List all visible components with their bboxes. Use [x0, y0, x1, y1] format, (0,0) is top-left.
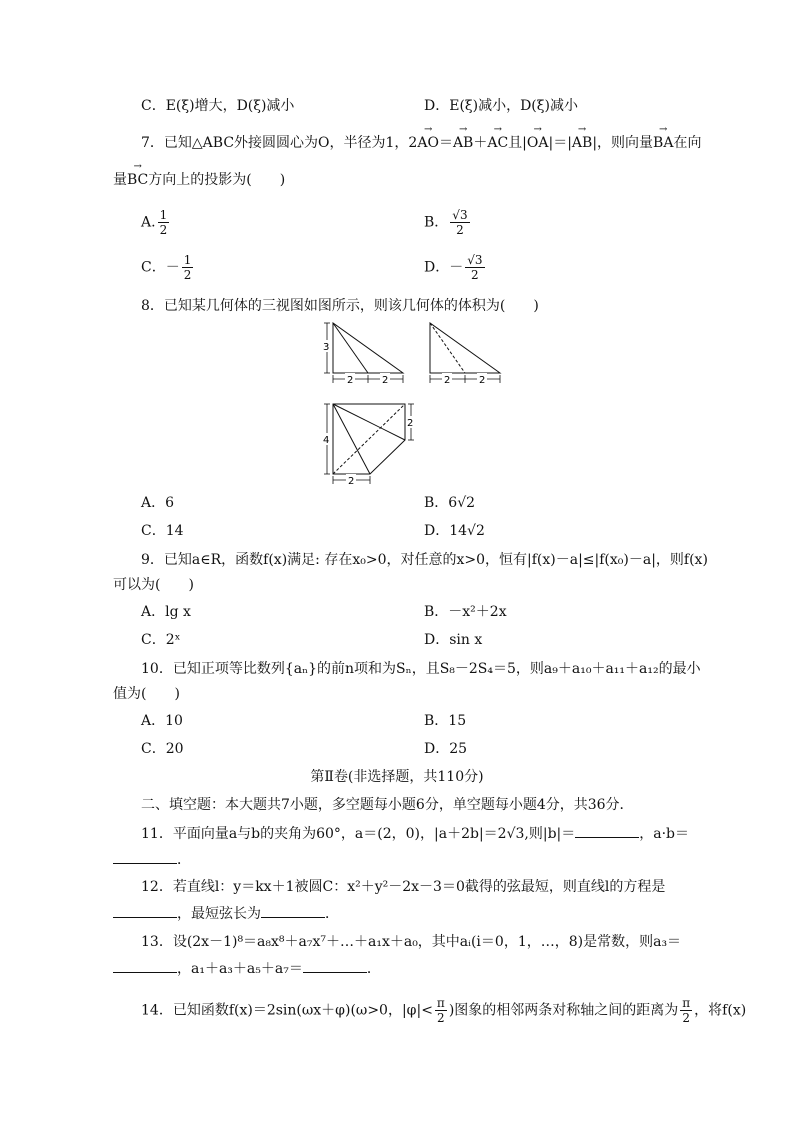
section-2-intro: 二、填空题：本大题共7小题，多空题每小题6分，单空题每小题4分，共36分． — [141, 797, 634, 813]
fraction-numerator: π — [436, 996, 445, 1010]
side-view-width2-label: 2 — [479, 375, 486, 386]
top-view-height-label: 4 — [323, 435, 330, 446]
q7-option-a — [141, 208, 171, 237]
section-2-title: 第Ⅱ卷(非选择题，共110分) — [310, 769, 484, 785]
fraction-denominator: 2 — [159, 223, 168, 237]
top-view-edge-2 — [333, 404, 405, 440]
q10-stem-line2: 值为( ) — [113, 686, 180, 702]
top-view-hidden-edge — [333, 404, 405, 474]
q12-blank-1 — [113, 903, 177, 918]
front-view-outline — [333, 323, 403, 373]
q11-stem-line1 — [141, 823, 689, 844]
top-view-width-label: 2 — [348, 476, 355, 487]
q9-option-d: D．sin x — [424, 632, 483, 648]
q7-plus: ＋ — [473, 135, 488, 151]
fraction-denominator: 2 — [183, 268, 192, 282]
fraction-numerator: π — [682, 996, 691, 1010]
q7-option-b — [424, 208, 472, 237]
fraction-numerator: 1 — [159, 208, 168, 222]
q7-stem-line1 — [141, 133, 701, 153]
q7-option-b-fraction — [450, 208, 469, 237]
q7-option-a-label: A. — [141, 214, 156, 231]
q10-stem-line1: 10．已知正项等比数列{aₙ}的前n项和为Sₙ，且S₈－2S₄＝5，则a₉＋a₁₀＋a₁₁＋a₁₂的最小 — [141, 661, 701, 677]
top-view-right-label: 2 — [407, 418, 414, 429]
q13-blank-2 — [303, 958, 367, 973]
q7-vector-ba: → BA — [653, 133, 673, 153]
q14-text-2: )图象的相邻两条对称轴之间的距离为 — [448, 1002, 679, 1019]
q11-stem-line2 — [113, 849, 191, 870]
q12-blank-2 — [261, 903, 325, 918]
fraction-denominator: 2 — [437, 1011, 445, 1025]
q7-text-7: 方向上的投影为( ) — [148, 172, 286, 188]
q7-vector-bc: → BC — [127, 170, 148, 190]
q7-option-d-fraction — [465, 253, 484, 282]
q8-side-view — [422, 318, 512, 388]
q11-text-1: 11．平面向量a与b的夹角为60°，a＝(2，0)，|a＋2b|＝2√3,则|b|＝ — [141, 826, 576, 842]
q13-text-3: ． — [366, 961, 381, 977]
q12-text-2: ，最短弦长为 — [177, 906, 261, 922]
q11-text-3: ． — [177, 852, 191, 868]
q10-option-c: C．20 — [141, 741, 184, 757]
q9-option-a: A．lg x — [141, 604, 191, 620]
q8-option-d: D．14√2 — [424, 523, 485, 539]
q7-text-2: 且| — [508, 135, 527, 151]
fraction-numerator: 1 — [183, 253, 192, 267]
q11-blank-2 — [113, 849, 177, 864]
q7-option-b-label: B． — [424, 214, 449, 231]
q7-vector-oa: → OA — [527, 133, 549, 153]
q13-stem-line1: 13．设(2x－1)⁸＝a₈x⁸＋a₇x⁷＋…＋a₁x＋a₀，其中aᵢ(i＝0，1，…，8)是常数，则a₃＝ — [141, 934, 682, 950]
q7-vector-ab-2: → AB — [572, 133, 592, 153]
fraction-numerator: √3 — [452, 208, 468, 222]
q14-fraction-2 — [680, 996, 692, 1025]
front-view-width1-label: 2 — [347, 375, 354, 386]
fraction-denominator: 2 — [471, 268, 479, 282]
fraction-numerator: √3 — [467, 253, 483, 267]
q9-stem-line1: 9．已知a∈R，函数f(x)满足: 存在x₀>0，对任意的x>0，恒有|f(x)－a|≤|f(x₀)－a|，则f(x) — [141, 552, 708, 568]
q9-option-c: C．2ˣ — [141, 632, 181, 648]
q14-text-1: 14．已知函数f(x)＝2sin(ωx＋φ)(ω>0，|φ|< — [141, 1002, 433, 1019]
q7-text-4: |，则向量 — [592, 135, 654, 151]
q7-vector-ac: → AC — [487, 133, 508, 153]
q14-text-3: ，将f(x) — [694, 1002, 747, 1019]
side-view-hidden-edge — [430, 323, 465, 373]
q8-option-a: A．6 — [141, 495, 175, 511]
q10-option-b: B．15 — [424, 713, 467, 729]
side-view-width1-label: 2 — [444, 375, 451, 386]
q7-vector-ab: → AB — [453, 133, 473, 153]
q7-option-a-fraction — [158, 208, 170, 237]
q7-equals: ＝ — [438, 135, 453, 151]
q7-stem-line2 — [113, 170, 285, 190]
q13-stem-line2 — [113, 958, 381, 979]
q7-option-d — [424, 253, 487, 282]
front-view-inner-edge — [333, 323, 368, 373]
fraction-denominator: 2 — [682, 1011, 691, 1025]
q7-option-c-fraction — [182, 253, 194, 282]
q10-option-d: D．25 — [424, 741, 468, 757]
q7-text-1: 7．已知△ABC外接圆圆心为O，半径为1，2 — [141, 135, 418, 151]
q12-stem-line2 — [113, 903, 339, 924]
top-view-edge-1 — [333, 404, 370, 474]
q7-text-6: 量 — [113, 172, 127, 188]
q8-option-c: C．14 — [141, 523, 184, 539]
q9-option-b: B．－x²＋2x — [424, 604, 507, 620]
q14-stem-line1 — [141, 996, 746, 1025]
q7-text-5: 在向 — [673, 135, 702, 151]
q8-front-view — [320, 318, 410, 388]
q9-stem-line2: 可以为( ) — [113, 577, 194, 593]
q7-option-c — [141, 253, 195, 282]
q8-option-b: B．6√2 — [424, 495, 476, 511]
q14-fraction-1 — [435, 996, 447, 1025]
q7-text-3: |＝| — [548, 135, 572, 151]
fraction-denominator: 2 — [456, 223, 464, 237]
q8-stem: 8．已知某几何体的三视图如图所示，则该几何体的体积为( ) — [141, 298, 539, 314]
q6-option-c: C．E(ξ)增大，D(ξ)减小 — [141, 98, 295, 114]
q7-option-c-label: C．－ — [141, 259, 180, 276]
q7-option-d-label: D．－ — [424, 259, 464, 276]
side-view-outline — [430, 323, 500, 373]
q13-blank-1 — [113, 958, 177, 973]
q8-top-view — [318, 397, 428, 492]
q6-option-d: D．E(ξ)减小，D(ξ)减小 — [424, 98, 578, 114]
q12-text-3: ． — [325, 906, 339, 922]
q12-stem-line1: 12．若直线l：y＝kx＋1被圆C：x²＋y²－2x－3＝0截得的弦最短，则直线l的方程是 — [141, 879, 666, 895]
q10-option-a: A．10 — [141, 713, 183, 729]
q11-blank-1 — [575, 823, 639, 838]
q7-vector-ao: → AO — [417, 133, 439, 153]
front-view-width2-label: 2 — [382, 375, 389, 386]
front-view-height-label: 3 — [323, 342, 330, 353]
q11-text-2: ，a·b＝ — [639, 826, 690, 842]
q13-text-2: ，a₁＋a₃＋a₅＋a₇＝ — [177, 961, 303, 977]
